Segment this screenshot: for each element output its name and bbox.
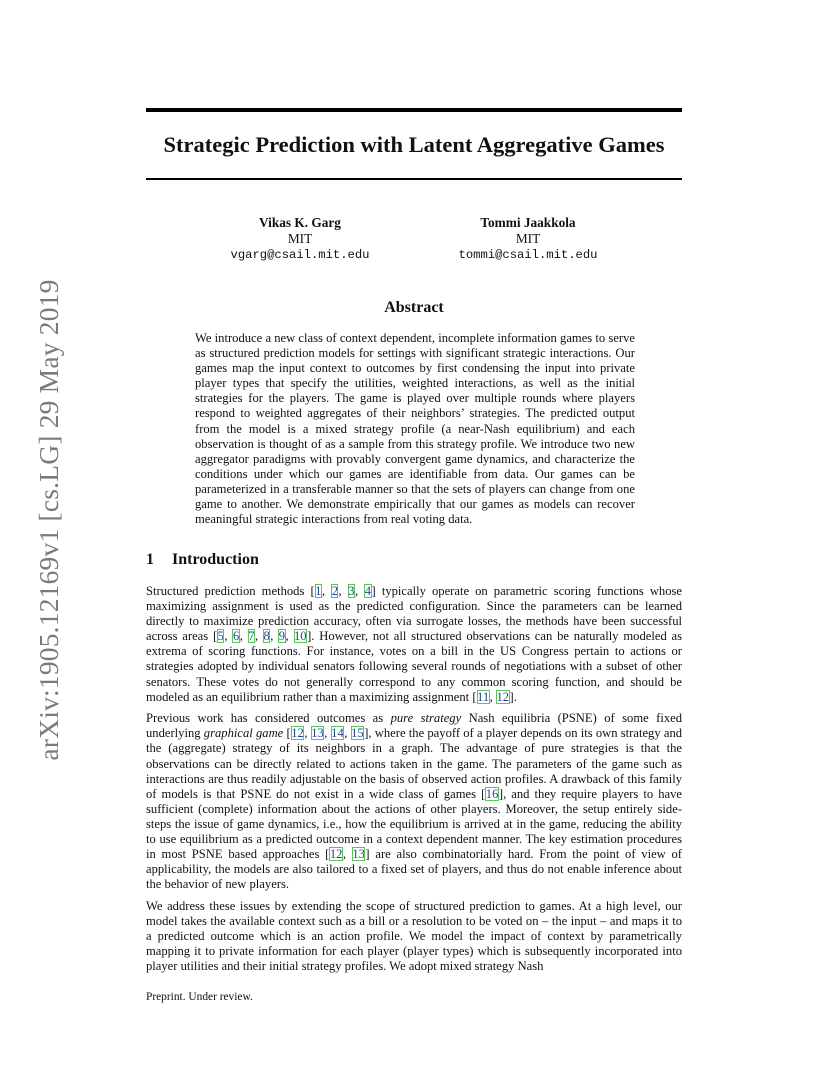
text-run: , where the payoff of a player depends on its own strategy and the (aggregate) strategy of its neighbors in a graph. The advantage of pure strategies is that the observations can be directly related to actions taken in the game. The parameters of the game such as interactions are thus readily adjustable on the basis of observed action profiles. A drawback of this family of models is that PSNE do not exist in a wide class of games [146,726,683,801]
text-run: . However, not all structured observations can be naturally modeled as extrema of scoring functions. For instance, votes on a bill in the US Congress pertain to actions or strategies adopted by individual senators following several rounds of negotiations with a subset of other senators. These votes do not generally correspond to any common scoring function, and should be modeled as an equilibrium rather than a maximizing assignment [146,629,683,704]
text-run: Structured prediction methods [146,584,311,598]
author-email[interactable]: vgarg@csail.mit.edu [230,248,370,262]
abstract-text: We introduce a new class of context dependent, incomplete information games to serve as structured prediction models for settings with significant strategic interactions. Our games map the input context to outcomes by first condensing the input into private player types that specify the utilities, weighted interactions, as well as the initial strategies for the players. The game is played over multiple rounds where players respond to weighted aggregates of their neighbors’ strategies. The predicted output from the model is a mixed strategy profile (a near-Nash equilibrium) and each observation is thought of as a sample from this strategy profile. We introduce two new aggregator paradigms with provably convergent game dynamics, and characterize the conditions under which our games are identifiable from data. Our games can be parameterized in a transferable manner so that the sets of players can change from one game to another. We demonstrate empirically that our games as models can recover meaningful strategic interactions from real voting data. [195,331,635,527]
citation-group: 5, 6, 7, 8, 9, 10 [217,629,307,644]
citation-group: 1, 2, 3, 4 [315,584,372,598]
paragraph-3: We address these issues by extending the scope of structured prediction to games. At a high level, our model takes the available context such as a bill or a resolution to be voted on – the input – and maps it to a predicted outcome which is an action profile. We model the impact of context by parametrically mapping it to private information for each player (player types) which is subsequently incorporated into player utilities and their initial strategy profiles. We adopt mixed strategy Nash [146,898,682,974]
citation-group: 12, 13 [329,847,365,862]
citation-link[interactable]: 5 [217,629,224,644]
arxiv-identifier-stamp: arXiv:1905.12169v1 [cs.LG] 29 May 2019 [33,279,64,761]
citation-group: 12, 13, 14, 15 [291,726,364,741]
body-text [146,584,682,981]
citation-link[interactable]: 13 [352,847,365,862]
citation-link[interactable]: 2 [331,584,338,598]
citation-link[interactable]: 12 [329,847,343,862]
text-run: are also combinatorially hard. From the point of view of applicability, the models are also tailored to a fixed set of players, and thus do not enable inference about the behavior of new players. [146,847,683,892]
citation-link[interactable]: 7 [248,629,255,644]
text-run: , and they require players to have sufficient (complete) information about the actions of other players. Moreover, the setup entirely side-steps the issue of game dynamics, i.e., how the equilibrium is arrived at in the game, reducing the ability to use equilibrium as a predicted outcome in a context dependent manner. The key estimation procedures in most PSNE based approaches [146,786,682,862]
citation-link[interactable]: 16 [485,786,499,801]
text-run [283,726,286,740]
citation-link[interactable]: 4 [364,584,372,598]
title-rule-top [146,108,682,112]
paper-title: Strategic Prediction with Latent Aggregative Games [163,132,665,157]
citation-link[interactable]: 13 [311,726,324,741]
title-rule-bottom [146,178,682,180]
author-affiliation: MIT [287,231,313,246]
citation-link[interactable]: 12 [496,689,510,704]
citation-link[interactable]: 14 [331,726,344,741]
citation-link[interactable]: 15 [351,726,364,741]
citation-link[interactable]: 1 [315,584,322,598]
section-title: Introduction [172,551,259,568]
text-run: Previous work has considered outcomes as [146,711,391,726]
author-email[interactable]: tommi@csail.mit.edu [458,248,598,262]
preprint-footer: Preprint. Under review. [146,991,253,1003]
citation-link[interactable]: 12 [291,726,304,741]
paragraph-1: Structured prediction methods [1, 2, 3, 4] typically operate on parametric scoring functions whose maximizing assignment is used as the predicted configuration. Since the parameters can be learned directly to maximize prediction accuracy, often via surrogate losses, the methods have been successful across areas [5, 6, 7, 8, 9, 10]. However, not all structured observations can be naturally modeled as extrema of scoring functions. For instance, votes on a bill in the US Congress pertain to actions or strategies adopted by individual senators following several rounds of negotiations with a subset of other senators. These votes do not generally correspond to any common scoring function, and should be modeled as an equilibrium rather than a maximizing assignment [11, 12]. [146,584,683,704]
section-heading-introduction [146,550,259,570]
text-run: . [513,689,517,704]
emphasis-text: pure strategy [390,711,462,726]
text-run: Nash equilibria (PSNE) of some fixed underlying [146,711,682,741]
citation-link[interactable]: 6 [232,629,240,644]
citation-link[interactable]: 3 [348,584,355,598]
author-name: Tommi Jaakkola [480,215,576,230]
author-block-1 [200,215,400,263]
author-affiliation: MIT [515,231,541,246]
citation-link[interactable]: 9 [278,629,286,644]
author-name: Vikas K. Garg [259,215,341,230]
author-block-2 [428,215,628,263]
text-run: typically operate on parametric scoring functions whose maximizing assignment is used as the predicted configuration. Since the parameters can be learned directly to maximize prediction accuracy, often via surrogate losses, the methods have been successful across areas [146,584,683,644]
paragraph-2: Previous work has considered outcomes as pure strategy Nash equilibria (PSNE) of some fixed underlying graphical game [12, 13, 14, 15], where the payoff of a player depends on its own strategy and the (aggregate) strategy of its neighbors in a graph. The advantage of pure strategies is that the observations can be directly related to actions taken in the game. The parameters of the game such as interactions are thus readily adjustable on the basis of observed action profiles. A drawback of this family of models is that PSNE do not exist in a wide class of games [16], and they require players to have sufficient (complete) information about the actions of other players. Moreover, the setup entirely side-steps the issue of game dynamics, i.e., how the equilibrium is arrived at in the game, reducing the ability to use equilibrium as a predicted outcome in a context dependent manner. The key estimation procedures in most PSNE based approaches [12, 13] are also combinatorially hard. From the point of view of applicability, the models are also tailored to a fixed set of players, and thus do not enable inference about the behavior of new players. [146,711,683,892]
citation-group: 11, 12 [477,689,510,704]
citation-link[interactable]: 11 [477,689,490,704]
citation-link[interactable]: 10 [294,629,307,644]
emphasis-text: graphical game [203,726,284,741]
citation-link[interactable]: 8 [263,629,270,644]
citation-group [485,787,499,801]
section-number: 1 [146,551,154,568]
abstract-heading: Abstract [384,299,444,316]
